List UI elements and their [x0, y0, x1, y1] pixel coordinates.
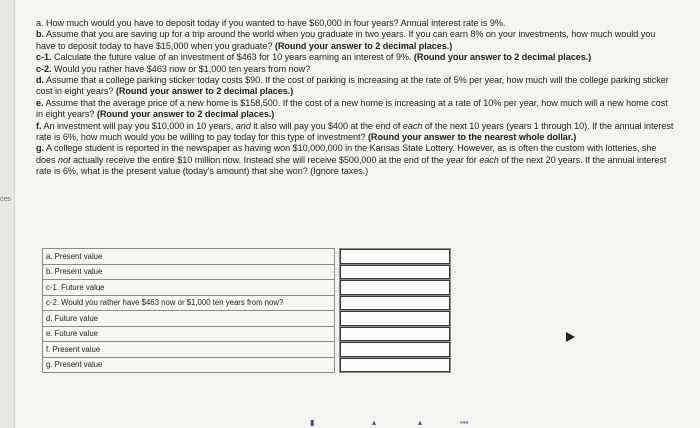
table-row — [43, 295, 451, 311]
question-g-text-1: A college student is reported in the newspaper as having won $10,000,000 in the Kansas State Lottery. However, as is often the custom with lotteries, she does — [36, 143, 657, 165]
question-d-label: d. — [36, 75, 44, 86]
table-row — [43, 280, 451, 296]
question-f-note: (Round your answer to the nearest whole dollar.) — [367, 132, 577, 143]
table-row — [43, 326, 451, 342]
answer-input-d[interactable] — [340, 311, 450, 326]
partial-icon: ▴ — [418, 418, 423, 427]
question-c1-text: Calculate the future value of an investment of $463 for 10 years earning an interest of 9%. — [53, 52, 412, 63]
question-c1-label: c-1. — [36, 52, 52, 63]
question-f-text-3: of the next 10 years (years 1 through 10). If the annual interest rate is 6%, how much would you be willing to pay today for this type of investment? — [36, 120, 674, 143]
question-e-note: (Round your answer to 2 decimal places.) — [96, 109, 275, 120]
question-b-text: Assume that you are saving up for a trip around the world when you graduate in two years. If you can earn 8% on your investments, how much would you have to deposit today to have $15,000 when you graduate? — [36, 29, 656, 51]
question-g — [36, 143, 676, 177]
question-g-text-2: actually receive the entire $10 million now. Instead she will receive $500,000 at the end of the year for — [73, 154, 477, 165]
question-a — [36, 18, 676, 29]
question-text-block — [36, 18, 676, 178]
row-label: a. Present value — [43, 249, 335, 265]
question-b-label: b. — [36, 29, 44, 40]
table-row — [43, 264, 451, 280]
partial-icon: ▮ — [310, 418, 315, 427]
row-label: c-2. Would you rather have $463 now or $1,000 ten years from now? — [43, 295, 335, 311]
question-c2 — [36, 64, 676, 75]
question-g-italic-1: not — [58, 154, 71, 165]
question-b-note: (Round your answer to 2 decimal places.) — [274, 40, 453, 51]
table-row — [43, 342, 451, 358]
bottom-cutoff-region — [0, 418, 700, 428]
partial-icon: ▪▪▪ — [460, 418, 469, 427]
question-c1-note: (Round your answer to 2 decimal places.) — [413, 52, 592, 63]
question-d — [36, 75, 676, 98]
answer-input-b[interactable] — [340, 265, 450, 280]
row-label: f. Present value — [43, 342, 335, 358]
table-row — [43, 311, 451, 327]
question-e-label: e. — [36, 97, 44, 108]
mouse-cursor-icon — [566, 332, 575, 342]
question-f-label: f. — [36, 120, 42, 131]
answer-table — [42, 248, 451, 373]
row-label: c-1. Future value — [43, 280, 335, 296]
left-sidebar-strip — [0, 0, 15, 428]
answer-input-g[interactable] — [340, 358, 450, 373]
answer-input-c2[interactable] — [340, 296, 450, 311]
row-label: b. Present value — [43, 264, 335, 280]
question-f-italic-2: each — [402, 120, 423, 131]
partial-icon: ▴ — [372, 418, 377, 427]
question-a-text: a. How much would you have to deposit today if you wanted to have $60,000 in four years? Annual interest rate is 9%. — [36, 18, 506, 28]
question-f-text-2: it also will pay you $400 at the end of — [253, 120, 401, 131]
question-e — [36, 98, 676, 121]
row-label: e. Future value — [43, 326, 335, 342]
answer-input-c1[interactable] — [340, 280, 450, 295]
row-label: d. Future value — [43, 311, 335, 327]
question-f — [36, 121, 676, 144]
question-d-text: Assume that a college parking sticker today costs $90. If the cost of parking is increasing at the rate of 5% per year, how much will the college parking sticker cost in eight years? — [36, 75, 669, 97]
table-row — [43, 357, 451, 373]
question-f-italic-1: and — [235, 120, 251, 131]
question-e-text: Assume that the average price of a new home is $158,500. If the cost of a new home is increasing at a rate of 10% per year, how much will a new home cost in eight years? — [36, 97, 668, 120]
question-b — [36, 29, 676, 52]
question-g-italic-2: each — [479, 154, 499, 165]
row-label: g. Present value — [43, 357, 335, 373]
answer-input-f[interactable] — [340, 342, 450, 357]
question-c2-label: c-2. — [36, 63, 52, 74]
question-c1 — [36, 52, 676, 63]
question-g-label: g. — [36, 143, 44, 154]
question-g-text-3: of the next 20 years. If the annual interest rate is 6%, what is the present value (today's amount) that she won? (Ignore taxes.) — [36, 154, 667, 177]
question-d-note: (Round your answer to 2 decimal places.) — [115, 86, 294, 97]
answer-input-e[interactable] — [340, 327, 450, 342]
side-label: ces — [0, 196, 11, 203]
question-f-text-1: An investment will pay you $10,000 in 10 years, — [43, 120, 234, 131]
answer-input-a[interactable] — [340, 249, 450, 264]
table-row — [43, 249, 451, 265]
question-c2-text: Would you rather have $463 now or $1,000 ten years from now? — [53, 63, 311, 74]
